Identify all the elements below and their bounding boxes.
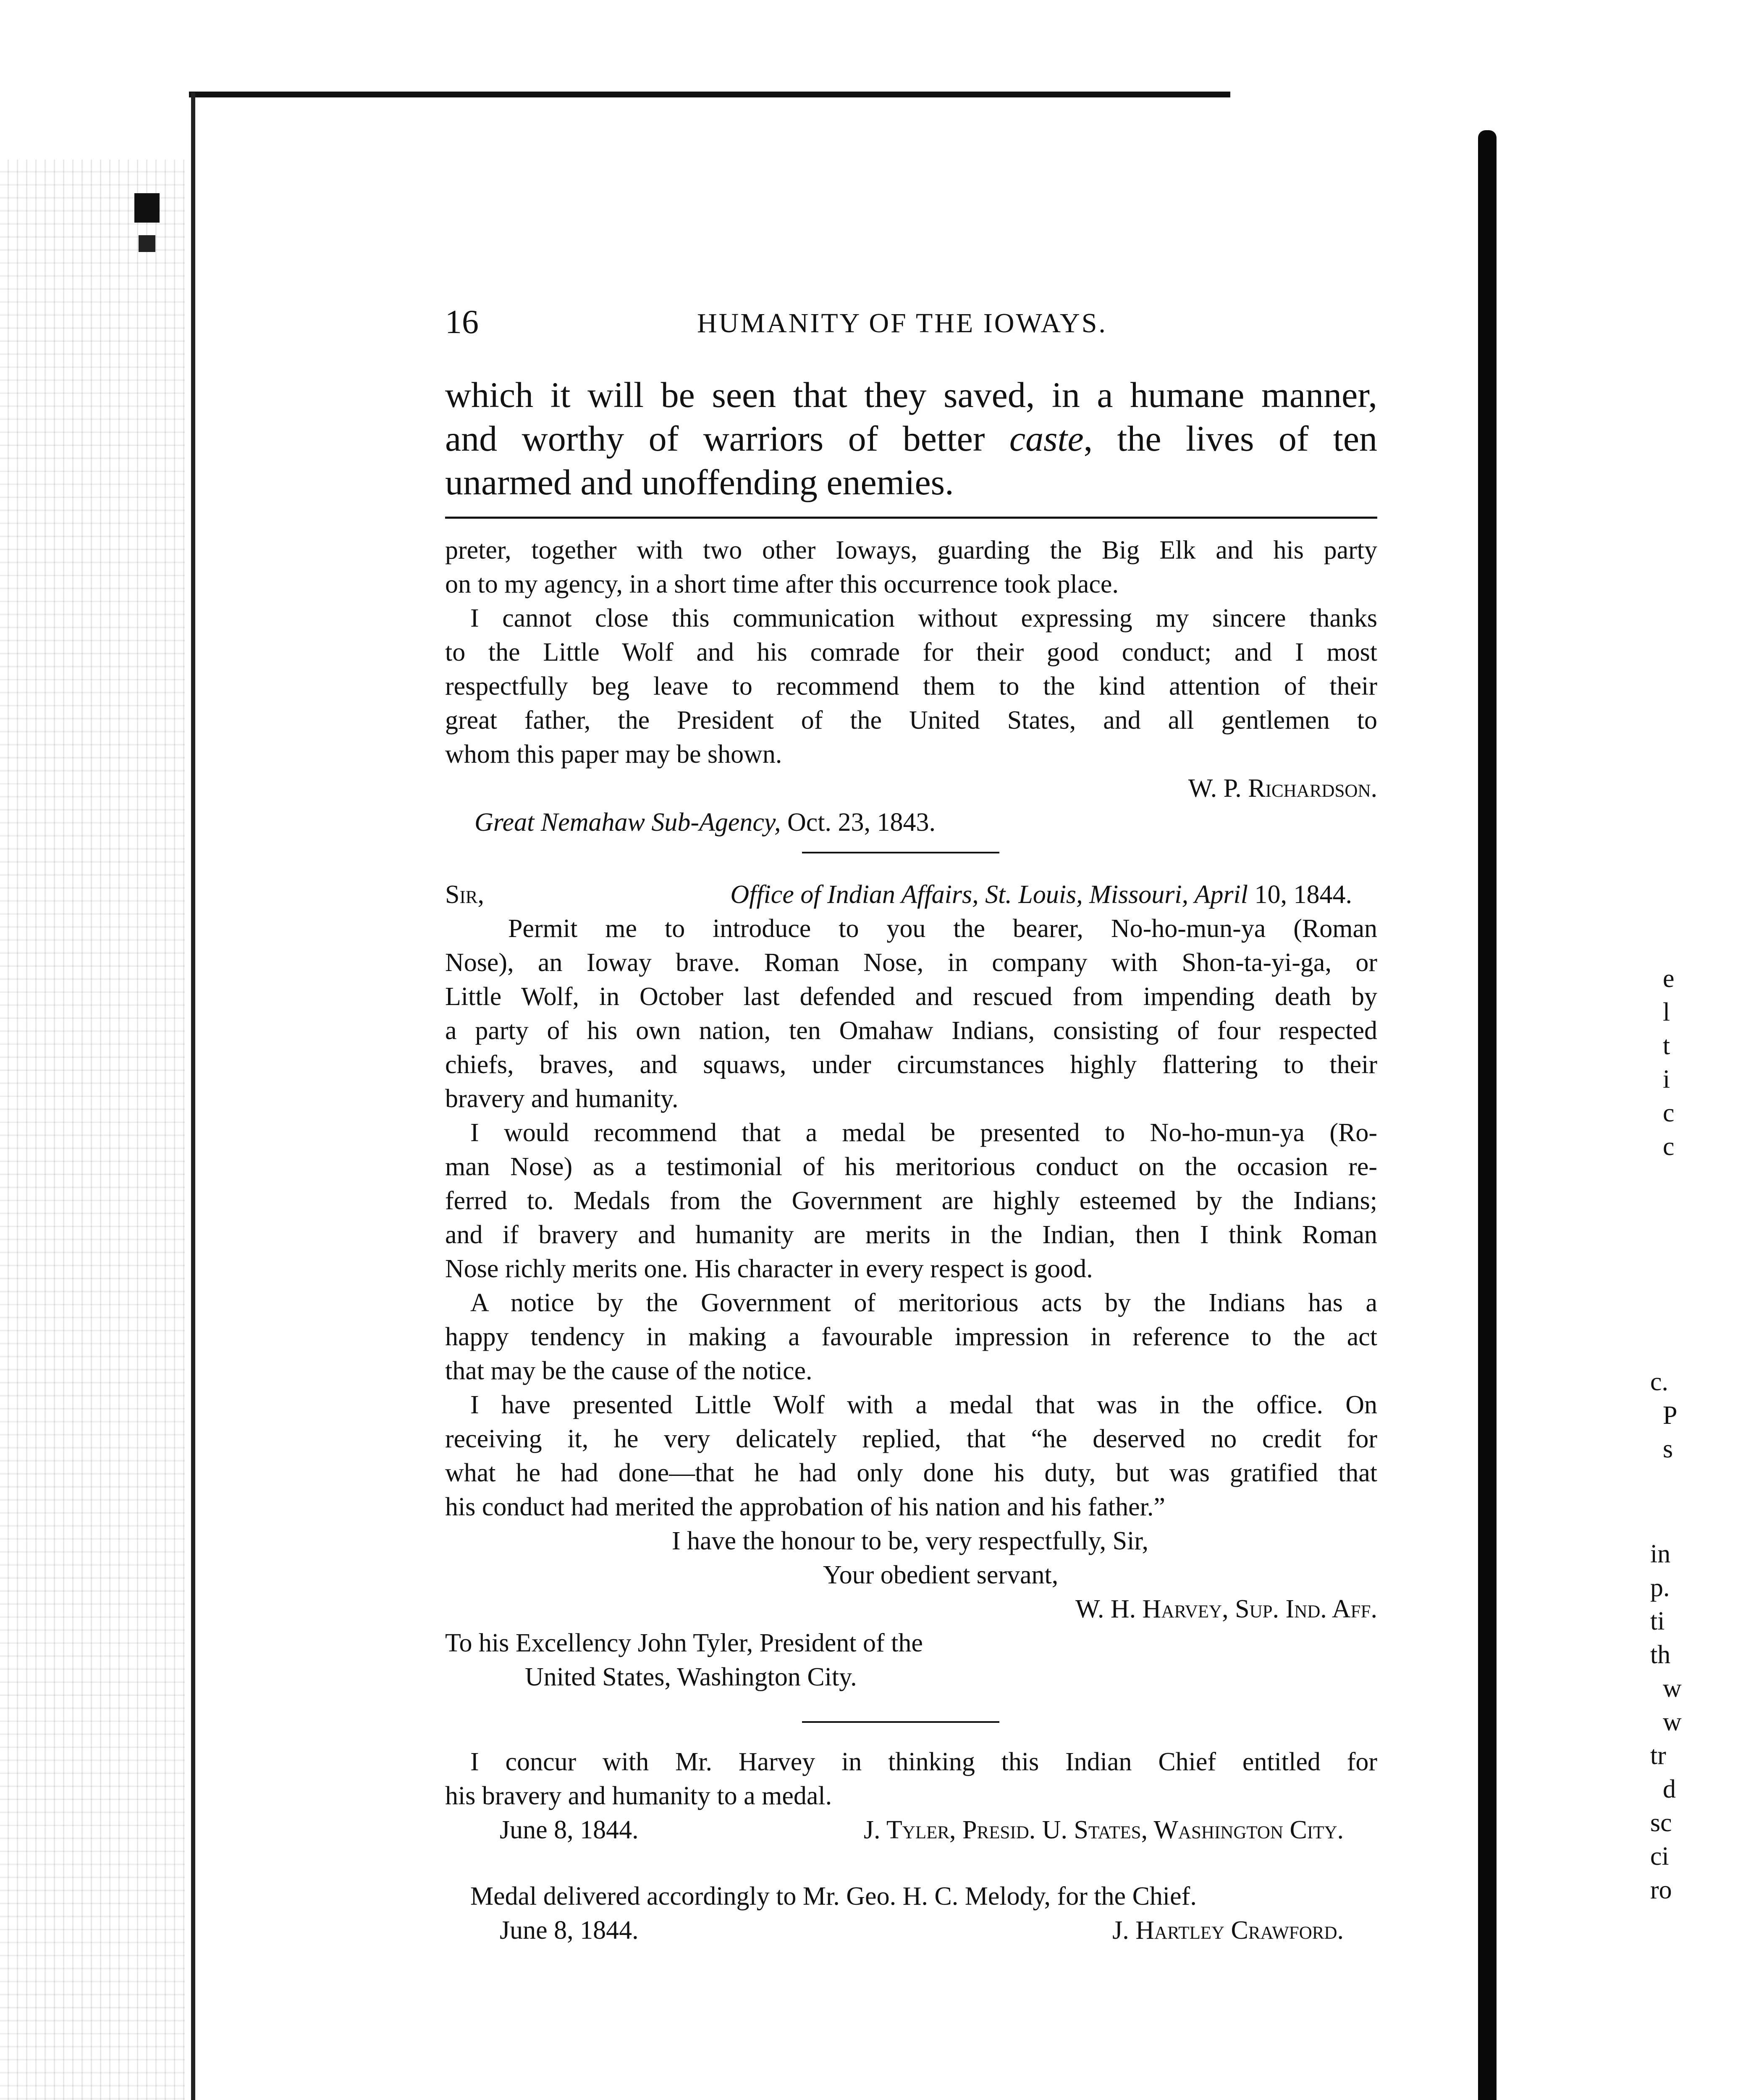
text-line: Medal delivered accordingly to Mr. Geo. H. C. Melody, for the Chief.	[470, 1882, 1197, 1911]
text-line: I have presented Little Wolf with a medal that was in the office. On	[470, 1391, 1377, 1419]
left-edge-mark	[139, 235, 155, 252]
facing-page-fragment: sc	[1650, 1809, 1672, 1837]
facing-page-fragment: e	[1663, 964, 1675, 993]
endorsement-date: June 8, 1844.	[500, 1816, 639, 1844]
facing-page-fragment: th	[1650, 1641, 1671, 1669]
book-spine-shadow	[1478, 130, 1497, 2100]
signature-tyler: J. Tyler, Presid. U. States, Washington City.	[863, 1816, 1344, 1844]
page-number: 16	[445, 304, 479, 341]
lead-line: unarmed and unoffending enemies.	[445, 462, 954, 502]
facing-page-fragment: c	[1663, 1099, 1675, 1127]
facing-page-fragment: p.	[1650, 1573, 1670, 1602]
text-line: chiefs, braves, and squaws, under circumstances highly flattering to their	[445, 1050, 1377, 1079]
text-line: on to my agency, in a short time after this occurrence took place.	[445, 570, 1119, 598]
text-line: I cannot close this communication without expressing my sincere thanks	[470, 604, 1377, 633]
addressee-line: United States, Washington City.	[525, 1663, 857, 1691]
text-line: his conduct had merited the approbation of his nation and his father.”	[445, 1493, 1165, 1521]
addressee-line: To his Excellency John Tyler, President of the	[445, 1629, 923, 1657]
closing-line: Your obedient servant,	[823, 1561, 1059, 1589]
text-line: that may be the cause of the notice.	[445, 1357, 813, 1385]
lead-line	[445, 417, 1377, 460]
text-line: whom this paper may be shown.	[445, 740, 782, 769]
text-line: receiving it, he very delicately replied, that “he deserved no credit for	[445, 1425, 1377, 1453]
salutation: Sir,	[445, 880, 484, 909]
text-line: Little Wolf, in October last defended and rescued from impending death by	[445, 982, 1377, 1011]
facing-page-fragment: ti	[1650, 1607, 1665, 1635]
signature-richardson: W. P. Richardson.	[1188, 774, 1377, 803]
text-line: Permit me to introduce to you the bearer, No-ho-mun-ya (Roman	[508, 914, 1377, 943]
facing-page-fragment: i	[1663, 1065, 1670, 1094]
footnote-rule	[445, 517, 1377, 519]
text-line: preter, together with two other Ioways, guarding the Big Elk and his party	[445, 536, 1377, 564]
text-line: a party of his own nation, ten Omahaw Indians, consisting of four respected	[445, 1016, 1377, 1045]
facing-page-fragment: in	[1650, 1540, 1671, 1568]
closing-line: I have the honour to be, very respectfully, Sir,	[672, 1527, 1148, 1555]
left-edge-mark	[134, 193, 160, 223]
text-line: bravery and humanity.	[445, 1084, 679, 1113]
italic-word: caste	[1009, 418, 1084, 459]
text-line: what he had done—that he had only done his duty, but was gratified that	[445, 1459, 1377, 1487]
facing-page-fragment: c	[1663, 1132, 1675, 1161]
facing-page-fragment: t	[1663, 1032, 1670, 1060]
signature-crawford: J. Hartley Crawford.	[1112, 1916, 1344, 1945]
delivery-date: June 8, 1844.	[500, 1916, 639, 1945]
page-top-edge	[189, 92, 1230, 97]
facing-page-fragment: ro	[1650, 1876, 1672, 1904]
facing-page-fragment: l	[1663, 998, 1670, 1026]
dateline: Office of Indian Affairs, St. Louis, Missouri, April 10, 1844.	[730, 880, 1352, 909]
signature-harvey: W. H. Harvey, Sup. Ind. Aff.	[1075, 1595, 1377, 1623]
text-line: respectfully beg leave to recommend them to the kind attention of their	[445, 672, 1377, 701]
facing-page-fragment: c.	[1650, 1368, 1669, 1396]
text-line: and if bravery and humanity are merits in the Indian, then I think Roman	[445, 1221, 1377, 1249]
text-line: I would recommend that a medal be presented to No-ho-mun-ya (Ro-	[470, 1118, 1377, 1147]
facing-page-fragment: w	[1663, 1674, 1682, 1703]
text-line: great father, the President of the United States, and all gentlemen to	[445, 706, 1377, 735]
facing-page-fragment: s	[1663, 1435, 1673, 1463]
facing-page-fragment: w	[1663, 1708, 1682, 1736]
facing-page-fragment: tr	[1650, 1741, 1666, 1770]
text-line: happy tendency in making a favourable impression in reference to the act	[445, 1323, 1377, 1351]
lead-line-part: and worthy of warriors of better caste, the lives of ten	[445, 418, 1377, 459]
section-rule	[802, 852, 999, 853]
lead-line: which it will be seen that they saved, in a humane manner,	[445, 375, 1377, 415]
text-line: man Nose) as a testimonial of his meritorious conduct on the occasion re-	[445, 1152, 1377, 1181]
text-line: I concur with Mr. Harvey in thinking this Indian Chief entitled for	[470, 1748, 1377, 1776]
text-line: A notice by the Government of meritorious acts by the Indians has a	[470, 1289, 1377, 1317]
running-title: HUMANITY OF THE IOWAYS.	[697, 308, 1107, 339]
facing-page-fragment: ci	[1650, 1842, 1669, 1871]
facing-page-fragment: d	[1663, 1775, 1676, 1803]
text-line: Nose richly merits one. His character in every respect is good.	[445, 1255, 1093, 1283]
text-line: Nose), an Ioway brave. Roman Nose, in company with Shon-ta-yi-ga, or	[445, 948, 1377, 977]
text-line: to the Little Wolf and his comrade for their good conduct; and I most	[445, 638, 1377, 667]
place-date: Great Nemahaw Sub-Agency, Oct. 23, 1843.	[474, 808, 936, 837]
facing-page-fragment: P	[1663, 1401, 1677, 1430]
page-left-edge	[191, 92, 195, 2100]
section-rule	[802, 1721, 999, 1723]
left-page-edge-noise	[0, 160, 185, 2100]
text-line: his bravery and humanity to a medal.	[445, 1782, 832, 1810]
text-line: ferred to. Medals from the Government are highly esteemed by the Indians;	[445, 1186, 1377, 1215]
